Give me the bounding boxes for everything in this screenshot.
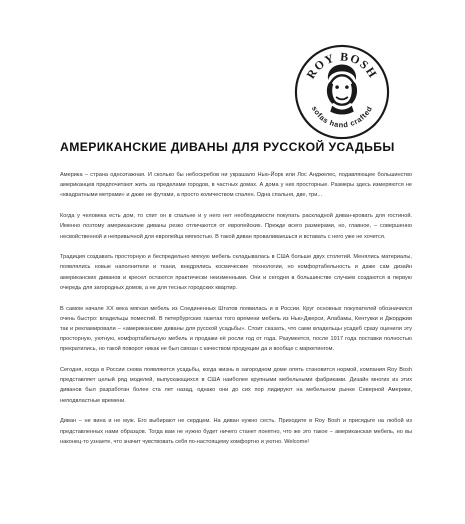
paragraph: В самом начале XX века мягкая мебель из Соединенных Штатов появилась и в России. Круг основных покупателей обозначился очень быстро: владельцы поместий. В петербургских газетах того времени мебель из Нью-Джерси, Алабамы, Кентукки и Джорджии так и рекламировали – «американские диваны для русской усадьбы». Стоит сказать, что сами владельцы усадеб сразу оценили эту просторную, уютную, комфортабельную мебель и продажи её росли год от года. Разумеется, после 1917 года поставки полностью прекратились, но такой поворот никак не был связан с качеством продукции да и вообще с маркетингом. bbox=[60, 305, 412, 353]
paragraph: Традиция создавать просторную и беспредельно мягкую мебель складывалась в США больше двух столетий. Менялись материалы, появлялись новые наполнители и ткани, внедрялись космические технологии, но комфортабельность и даже сам дизайн американских диванов и кресел остаются практически неизменными. Они и сегодня в большинстве случаев создаются в первую очередь для загородных домов, а не для тесных городских квартир. bbox=[60, 254, 412, 291]
roy-bosh-logo bbox=[293, 43, 391, 141]
paragraph: Америка – страна одноэтажная. И сколько бы небоскребов ни украшало Нью-Йорк или Лос Анджелес, подавляющее большинство американцев предпочитают жить за пределами городов, в частных домах. А дома у них просторные. Размеры здесь измеряются не «квадратными метрами» и даже не футами, а просто количеством спален. Одна спальня, две, три... bbox=[60, 172, 412, 199]
article-body bbox=[60, 170, 412, 457]
logo-emblem-icon bbox=[293, 43, 391, 141]
logo-brand-text: ROY BOSH bbox=[304, 50, 380, 82]
paragraph: Когда у человека есть дом, то спит он в спальне и у него нет необходимости покупать раскладной диван-кровать для гостиной. Именно поэтому американские диваны резко отличаются от европейских. Прежде всего размерами, но, главное, – совершенно несвойственной и непривычной для европейца мягкостью. В такой диван проваливаешься и вставать с него уже не хочется. bbox=[60, 213, 412, 240]
paragraph: Диван – не вина и не муж. Его выбирают не сердцем. На диван нужно сесть. Приходите в Roy Bosh и присядьте на любой из представленных нами образцов. Тогда вам не нужно будет ничего станет понятно, что же это такое – американская мебель, но вы наконец-то узнаете, что значит чувствовать себя по-настоящему комфортно и уютно. Welcome! bbox=[60, 418, 412, 445]
paragraph: Сегодня, когда в России снова появляются усадьбы, когда жизнь в загородном доме опять становится нормой, компания Roy Bosh представляет целый ряд моделей, выпускающихся в США наиболее крупными мебельными фабриками. Дизайн многих из этих диванов был разработан более ста лет назад, однако они до сих пор лидируют на мебельном рынке Северной Америки, неподвластные времени. bbox=[60, 367, 412, 404]
logo-face-icon bbox=[327, 65, 357, 115]
article-headline: АМЕРИКАНСКИЕ ДИВАНЫ ДЛЯ РУССКОЙ УСАДЬБЫ bbox=[60, 140, 395, 154]
logo-tagline-text: sofas hand crafted bbox=[309, 104, 375, 130]
